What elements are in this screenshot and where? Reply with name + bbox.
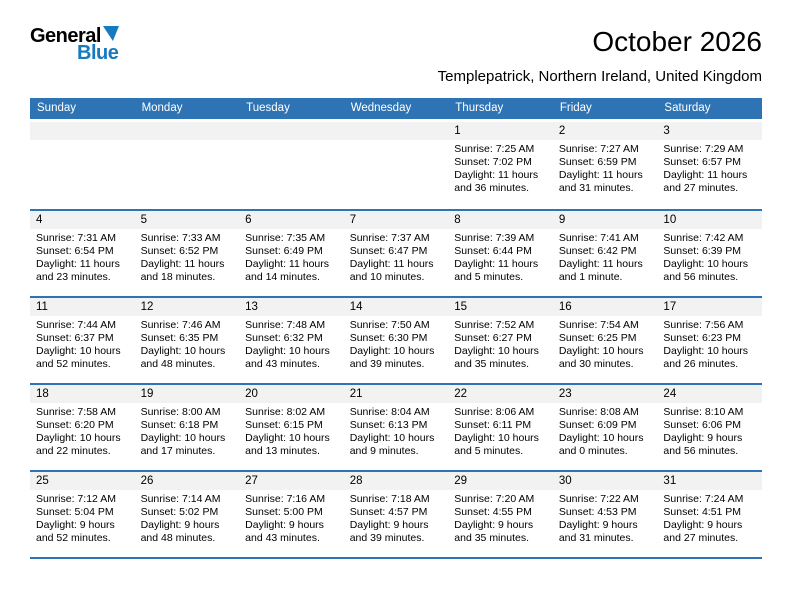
day-detail-line: Sunrise: 7:24 AM [663, 493, 744, 505]
location-subtitle: Templepatrick, Northern Ireland, United Kingdom [437, 68, 762, 85]
day-cell-11 [30, 298, 135, 383]
calendar [30, 98, 762, 559]
day-number-strip [239, 122, 344, 140]
weekday-saturday: Saturday [664, 102, 711, 114]
day-cell-empty [30, 122, 135, 209]
day-number-strip [448, 298, 553, 316]
day-cell-10 [657, 211, 762, 296]
day-detail-line: Daylight: 10 hours and 35 minutes. [454, 345, 539, 370]
day-details [657, 140, 762, 195]
day-detail-line: Daylight: 10 hours and 0 minutes. [558, 432, 644, 457]
day-details [553, 403, 658, 458]
day-cell-28 [344, 472, 449, 557]
day-detail-line: Sunset: 6:37 PM [36, 332, 114, 344]
day-number: 10 [663, 214, 677, 226]
calendar-grid [30, 122, 762, 559]
day-number: 4 [36, 214, 43, 226]
day-details [135, 490, 240, 545]
day-detail-line: Sunrise: 7:29 AM [663, 143, 744, 155]
day-detail-line: Sunset: 6:39 PM [663, 245, 742, 257]
day-number-strip [553, 472, 658, 490]
day-cell-29 [448, 472, 553, 557]
day-detail-line: Daylight: 11 hours and 27 minutes. [663, 169, 748, 194]
day-cell-3 [657, 122, 762, 209]
day-details [239, 229, 344, 284]
day-cell-21 [344, 385, 449, 470]
day-detail-line: Sunset: 5:00 PM [245, 506, 323, 518]
day-detail-line: Daylight: 11 hours and 1 minute. [558, 258, 643, 283]
weekday-thursday: Thursday [455, 102, 504, 114]
day-cell-7 [344, 211, 449, 296]
day-detail-line: Sunrise: 7:46 AM [140, 319, 221, 331]
week-row [30, 209, 762, 296]
day-detail-line: Sunrise: 7:42 AM [663, 232, 744, 244]
week-row [30, 470, 762, 557]
day-detail-line: Daylight: 9 hours and 56 minutes. [663, 432, 743, 457]
day-number-strip [239, 472, 344, 490]
weekday-sunday: Sunday [37, 102, 77, 114]
day-detail-line: Daylight: 10 hours and 22 minutes. [36, 432, 121, 457]
day-number-strip [553, 298, 658, 316]
day-detail-line: Sunrise: 7:44 AM [36, 319, 116, 331]
day-cell-15 [448, 298, 553, 383]
day-detail-line: Sunrise: 7:50 AM [349, 319, 430, 331]
day-cell-5 [135, 211, 240, 296]
day-number-strip [448, 122, 553, 140]
day-detail-line: Sunset: 6:11 PM [454, 419, 532, 431]
week-row [30, 383, 762, 470]
day-detail-line: Sunset: 6:49 PM [245, 245, 323, 257]
day-number: 11 [36, 301, 48, 313]
day-details [553, 229, 658, 284]
day-detail-line: Sunrise: 7:39 AM [454, 232, 535, 244]
day-number-strip [30, 472, 135, 490]
day-detail-line: Daylight: 10 hours and 30 minutes. [558, 345, 644, 370]
day-details [30, 229, 135, 284]
day-detail-line: Daylight: 9 hours and 31 minutes. [558, 519, 638, 544]
week-row [30, 122, 762, 209]
day-detail-line: Daylight: 11 hours and 5 minutes. [454, 258, 539, 283]
day-detail-line: Sunset: 6:23 PM [663, 332, 742, 344]
day-detail-line: Daylight: 10 hours and 56 minutes. [663, 258, 749, 283]
day-details [344, 229, 449, 284]
day-detail-line: Sunset: 6:09 PM [558, 419, 637, 431]
day-details [135, 316, 240, 371]
day-number: 18 [36, 388, 49, 400]
day-detail-line: Sunset: 6:18 PM [140, 419, 219, 431]
day-detail-line: Sunset: 6:47 PM [349, 245, 428, 257]
weekday-tuesday: Tuesday [246, 102, 290, 114]
day-detail-line: Daylight: 11 hours and 18 minutes. [140, 258, 225, 283]
day-number-strip [553, 385, 658, 403]
day-number-strip [239, 211, 344, 229]
day-detail-line: Sunrise: 7:41 AM [558, 232, 639, 244]
day-detail-line: Sunrise: 7:31 AM [36, 232, 116, 244]
day-cell-25 [30, 472, 135, 557]
day-details [135, 403, 240, 458]
logo-triangle-icon [103, 26, 119, 41]
day-detail-line: Sunset: 4:53 PM [558, 506, 637, 518]
day-cell-16 [553, 298, 658, 383]
day-number: 5 [140, 214, 147, 226]
day-detail-line: Sunrise: 8:02 AM [245, 406, 326, 418]
weekday-wednesday: Wednesday [350, 102, 412, 114]
day-detail-line: Daylight: 11 hours and 31 minutes. [558, 169, 643, 194]
day-cell-18 [30, 385, 135, 470]
day-detail-line: Sunset: 4:55 PM [454, 506, 532, 518]
weekday-header-row [30, 98, 762, 119]
title-block [438, 26, 762, 85]
day-number-strip [30, 298, 135, 316]
day-details [553, 140, 658, 195]
day-number: 20 [245, 388, 258, 400]
day-detail-line: Sunset: 6:35 PM [140, 332, 219, 344]
day-detail-line: Daylight: 9 hours and 52 minutes. [36, 519, 115, 544]
day-number-strip [239, 298, 344, 316]
day-detail-line: Daylight: 10 hours and 5 minutes. [454, 432, 539, 457]
day-detail-line: Sunrise: 7:16 AM [245, 493, 326, 505]
day-detail-line: Sunrise: 8:04 AM [349, 406, 430, 418]
day-details [135, 229, 240, 284]
day-cell-13 [239, 298, 344, 383]
day-detail-line: Sunset: 7:02 PM [454, 156, 532, 168]
day-detail-line: Sunset: 6:32 PM [245, 332, 323, 344]
day-cell-2 [553, 122, 658, 209]
day-number-strip [657, 211, 762, 229]
day-details [448, 140, 553, 195]
day-detail-line: Sunrise: 8:10 AM [663, 406, 744, 418]
day-detail-line: Daylight: 10 hours and 17 minutes. [140, 432, 226, 457]
day-detail-line: Sunrise: 7:20 AM [454, 493, 535, 505]
day-number-strip [30, 211, 135, 229]
day-details [344, 403, 449, 458]
day-number: 7 [349, 214, 357, 226]
day-details [30, 140, 135, 143]
week-row [30, 296, 762, 383]
day-details [239, 140, 344, 143]
day-detail-line: Daylight: 10 hours and 48 minutes. [140, 345, 226, 370]
logo-text-general: General [30, 25, 101, 47]
day-detail-line: Sunset: 6:30 PM [349, 332, 428, 344]
day-cell-14 [344, 298, 449, 383]
day-number-strip [135, 472, 240, 490]
day-number: 26 [140, 475, 154, 487]
day-number: 28 [349, 475, 363, 487]
day-number-strip [657, 298, 762, 316]
day-number: 16 [558, 301, 572, 313]
generalblue-logo [30, 26, 119, 63]
day-detail-line: Sunrise: 7:52 AM [454, 319, 535, 331]
day-details [553, 316, 658, 371]
day-detail-line: Sunrise: 8:06 AM [454, 406, 535, 418]
day-number: 14 [349, 301, 363, 313]
day-number: 19 [140, 388, 154, 400]
day-cell-19 [135, 385, 240, 470]
day-number-strip [135, 298, 240, 316]
day-number-strip [344, 122, 449, 140]
day-details [30, 403, 135, 458]
day-number-strip [448, 385, 553, 403]
day-cell-empty [239, 122, 344, 209]
day-number: 17 [663, 301, 677, 313]
day-number: 6 [245, 214, 252, 226]
day-detail-line: Sunset: 6:06 PM [663, 419, 742, 431]
day-details [344, 316, 449, 371]
day-cell-26 [135, 472, 240, 557]
day-details [448, 229, 553, 284]
day-detail-line: Sunset: 4:57 PM [349, 506, 428, 518]
day-number-strip [657, 385, 762, 403]
day-details [657, 490, 762, 545]
day-details [657, 403, 762, 458]
day-details [135, 140, 240, 143]
day-detail-line: Sunset: 6:13 PM [349, 419, 428, 431]
day-detail-line: Sunrise: 7:48 AM [245, 319, 326, 331]
day-cell-9 [553, 211, 658, 296]
day-detail-line: Daylight: 10 hours and 52 minutes. [36, 345, 121, 370]
day-details [30, 316, 135, 371]
day-detail-line: Sunset: 6:20 PM [36, 419, 114, 431]
day-detail-line: Daylight: 10 hours and 26 minutes. [663, 345, 749, 370]
day-number-strip [239, 385, 344, 403]
day-number-strip [344, 211, 449, 229]
day-detail-line: Sunset: 5:04 PM [36, 506, 114, 518]
day-number: 24 [663, 388, 677, 400]
day-detail-line: Daylight: 9 hours and 39 minutes. [349, 519, 429, 544]
day-number: 15 [454, 301, 468, 313]
day-detail-line: Sunset: 6:52 PM [140, 245, 219, 257]
day-cell-6 [239, 211, 344, 296]
day-details [657, 229, 762, 284]
day-number: 21 [349, 388, 363, 400]
day-cell-12 [135, 298, 240, 383]
day-detail-line: Sunset: 6:54 PM [36, 245, 114, 257]
day-detail-line: Sunset: 6:42 PM [558, 245, 637, 257]
day-detail-line: Sunset: 6:44 PM [454, 245, 532, 257]
day-cell-20 [239, 385, 344, 470]
day-detail-line: Daylight: 10 hours and 13 minutes. [245, 432, 330, 457]
day-detail-line: Daylight: 11 hours and 23 minutes. [36, 258, 120, 283]
day-detail-line: Daylight: 11 hours and 36 minutes. [454, 169, 539, 194]
day-number: 22 [454, 388, 468, 400]
day-number: 12 [140, 301, 154, 313]
day-detail-line: Sunrise: 7:56 AM [663, 319, 744, 331]
day-detail-line: Daylight: 10 hours and 9 minutes. [349, 432, 435, 457]
day-cell-30 [553, 472, 658, 557]
day-cell-22 [448, 385, 553, 470]
day-number-strip [135, 385, 240, 403]
day-detail-line: Daylight: 10 hours and 43 minutes. [245, 345, 330, 370]
month-title: October 2026 [592, 26, 762, 57]
weekday-monday: Monday [141, 102, 183, 114]
day-number: 31 [663, 475, 677, 487]
day-detail-line: Sunrise: 7:18 AM [349, 493, 430, 505]
day-number-strip [553, 211, 658, 229]
day-detail-line: Daylight: 9 hours and 35 minutes. [454, 519, 534, 544]
day-number: 13 [245, 301, 258, 313]
day-cell-empty [344, 122, 449, 209]
day-number: 29 [454, 475, 468, 487]
day-detail-line: Sunrise: 7:14 AM [140, 493, 221, 505]
day-number-strip [657, 472, 762, 490]
day-detail-line: Daylight: 9 hours and 27 minutes. [663, 519, 743, 544]
day-detail-line: Sunrise: 7:54 AM [558, 319, 639, 331]
page-header [0, 0, 792, 85]
day-number-strip [553, 122, 658, 140]
day-detail-line: Sunset: 6:59 PM [558, 156, 637, 168]
day-details [239, 490, 344, 545]
day-details [657, 316, 762, 371]
day-detail-line: Sunrise: 8:00 AM [140, 406, 221, 418]
day-detail-line: Daylight: 11 hours and 14 minutes. [245, 258, 329, 283]
day-number: 27 [245, 475, 258, 487]
day-detail-line: Sunrise: 7:12 AM [36, 493, 116, 505]
day-details [239, 316, 344, 371]
day-detail-line: Daylight: 11 hours and 10 minutes. [349, 258, 434, 283]
day-detail-line: Daylight: 10 hours and 39 minutes. [349, 345, 435, 370]
day-cell-4 [30, 211, 135, 296]
day-detail-line: Sunrise: 7:35 AM [245, 232, 326, 244]
day-number: 3 [663, 125, 670, 137]
day-detail-line: Sunrise: 7:27 AM [558, 143, 639, 155]
day-detail-line: Daylight: 9 hours and 48 minutes. [140, 519, 220, 544]
day-detail-line: Sunrise: 7:25 AM [454, 143, 535, 155]
day-details [448, 316, 553, 371]
day-details [344, 490, 449, 545]
day-number: 2 [558, 125, 566, 137]
day-detail-line: Sunset: 6:25 PM [558, 332, 637, 344]
day-cell-27 [239, 472, 344, 557]
day-details [553, 490, 658, 545]
day-details [448, 490, 553, 545]
day-number: 23 [558, 388, 572, 400]
day-details [30, 490, 135, 545]
day-number-strip [448, 211, 553, 229]
day-detail-line: Sunset: 5:02 PM [140, 506, 219, 518]
day-detail-line: Sunset: 4:51 PM [663, 506, 742, 518]
day-cell-empty [135, 122, 240, 209]
day-detail-line: Sunrise: 7:22 AM [558, 493, 639, 505]
day-cell-31 [657, 472, 762, 557]
day-number: 8 [454, 214, 461, 226]
day-details [448, 403, 553, 458]
day-number-strip [30, 122, 135, 140]
day-cell-17 [657, 298, 762, 383]
day-detail-line: Sunset: 6:27 PM [454, 332, 532, 344]
day-detail-line: Sunrise: 7:33 AM [140, 232, 221, 244]
day-number-strip [344, 385, 449, 403]
logo-text-blue: Blue [77, 42, 119, 64]
day-number-strip [30, 385, 135, 403]
day-number: 1 [454, 125, 461, 137]
day-detail-line: Sunrise: 7:58 AM [36, 406, 116, 418]
day-number-strip [448, 472, 553, 490]
day-detail-line: Sunset: 6:15 PM [245, 419, 323, 431]
day-number-strip [344, 298, 449, 316]
day-number-strip [344, 472, 449, 490]
day-cell-24 [657, 385, 762, 470]
day-number-strip [135, 211, 240, 229]
day-details [239, 403, 344, 458]
day-cell-8 [448, 211, 553, 296]
day-number: 25 [36, 475, 49, 487]
day-number: 9 [558, 214, 566, 226]
day-cell-1 [448, 122, 553, 209]
day-detail-line: Sunset: 6:57 PM [663, 156, 742, 168]
day-number: 30 [558, 475, 572, 487]
day-detail-line: Sunrise: 7:37 AM [349, 232, 430, 244]
day-cell-23 [553, 385, 658, 470]
day-number-strip [657, 122, 762, 140]
day-detail-line: Daylight: 9 hours and 43 minutes. [245, 519, 324, 544]
day-details [344, 140, 449, 143]
day-detail-line: Sunrise: 8:08 AM [558, 406, 639, 418]
day-number-strip [135, 122, 240, 140]
weekday-friday: Friday [559, 102, 592, 114]
